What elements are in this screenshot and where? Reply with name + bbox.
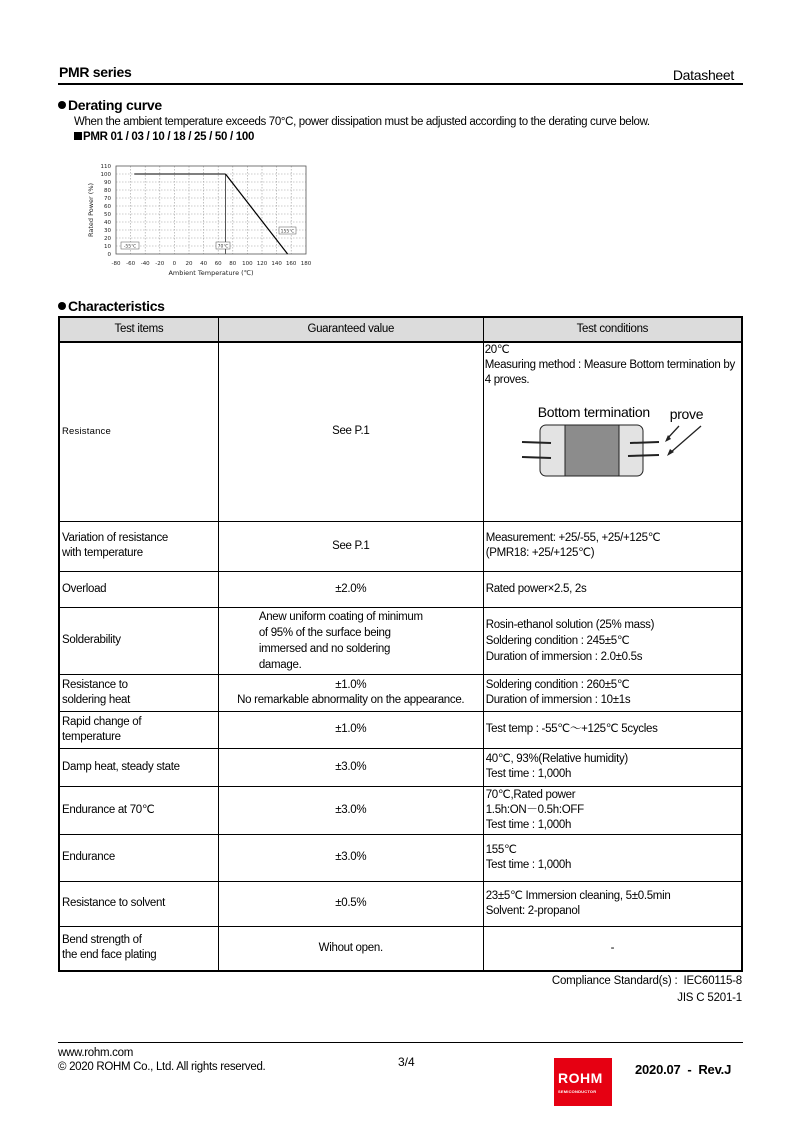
svg-text:100: 100 <box>100 172 111 178</box>
resistor-chip-icon <box>484 388 739 508</box>
guaranteed-value: ±1.0% <box>218 711 483 748</box>
test-item: Endurance at 70℃ <box>59 786 218 834</box>
square-bullet-icon <box>74 132 82 140</box>
guaranteed-value: ±1.0% No remarkable abnormality on the appearance. <box>218 674 483 711</box>
svg-text:80: 80 <box>229 261 237 267</box>
derating-title: Derating curve <box>68 97 162 113</box>
test-item: Resistance <box>59 342 218 521</box>
svg-text:-80: -80 <box>111 261 121 267</box>
guaranteed-value: See P.1 <box>218 342 483 521</box>
table-row <box>59 748 742 786</box>
guaranteed-value: ±3.0% <box>218 786 483 834</box>
test-conditions: Measurement: +25/-55, +25/+125℃ (PMR18: +25/+125℃) <box>483 521 742 571</box>
probe-label: prove <box>669 406 704 422</box>
table-row <box>59 607 742 674</box>
condition-line: 20℃ <box>484 344 510 356</box>
table-row <box>59 711 742 748</box>
compliance-standards <box>552 973 742 1007</box>
test-conditions: - <box>483 926 742 971</box>
doc-type-label: Datasheet <box>672 67 734 83</box>
model-list <box>74 131 254 143</box>
svg-text:70℃: 70℃ <box>217 244 229 250</box>
test-item: Overload <box>59 571 218 607</box>
bottom-termination-diagram <box>484 388 741 508</box>
svg-text:80: 80 <box>104 188 111 194</box>
series-title: PMR series <box>59 64 132 80</box>
characteristics-table <box>58 316 743 972</box>
column-header: Test conditions <box>483 317 742 342</box>
test-conditions: Test temp : -55℃～+125℃ 5cycles <box>483 711 742 748</box>
table-row <box>59 881 742 926</box>
test-conditions: 23±5℃ Immersion cleaning, 5±0.5min Solvent: 2-propanol <box>483 881 742 926</box>
svg-text:110: 110 <box>100 164 111 170</box>
guaranteed-value: ±3.0% <box>218 748 483 786</box>
diagram-label: Bottom termination <box>537 404 650 420</box>
test-conditions <box>483 342 742 521</box>
svg-text:0: 0 <box>107 252 111 258</box>
footer-left <box>58 1046 265 1074</box>
guaranteed-value: Anew uniform coating of minimum of 95% of the surface being immersed and no soldering damage. <box>218 607 483 674</box>
revision: 2020.07 - Rev.J <box>635 1062 732 1077</box>
test-conditions: 155℃ Test time : 1,000h <box>483 834 742 881</box>
svg-text:140: 140 <box>271 261 282 267</box>
svg-text:-55℃: -55℃ <box>123 244 137 250</box>
condition-line: Measuring method : Measure Bottom termination by 4 proves. <box>484 359 735 386</box>
svg-text:30: 30 <box>104 228 111 234</box>
svg-text:70: 70 <box>104 196 111 202</box>
test-item: Damp heat, steady state <box>59 748 218 786</box>
characteristics-title: Characteristics <box>68 298 165 314</box>
guaranteed-value: Wihout open. <box>218 926 483 971</box>
derating-heading <box>58 97 162 113</box>
test-item: Rapid change of temperature <box>59 711 218 748</box>
table-row <box>59 571 742 607</box>
logo-subtext: SEMICONDUCTOR <box>558 1089 597 1094</box>
svg-text:-60: -60 <box>126 261 136 267</box>
test-item: Endurance <box>59 834 218 881</box>
website-link[interactable]: www.rohm.com <box>58 1047 133 1059</box>
test-conditions: Rated power×2.5, 2s <box>483 571 742 607</box>
table-row <box>59 674 742 711</box>
footer-divider <box>58 1042 743 1043</box>
svg-text:0: 0 <box>172 261 177 267</box>
svg-text:20: 20 <box>185 261 193 267</box>
svg-text:60: 60 <box>104 204 111 210</box>
svg-text:40: 40 <box>104 220 111 226</box>
test-item: Resistance to solvent <box>59 881 218 926</box>
test-item: Bend strength of the end face plating <box>59 926 218 971</box>
characteristics-heading <box>58 298 165 314</box>
table-row <box>59 834 742 881</box>
bullet-icon <box>58 302 66 310</box>
test-item: Solderability <box>59 607 218 674</box>
table-row <box>59 786 742 834</box>
test-conditions: 70℃,Rated power 1.5h:ON－0.5h:OFF Test time : 1,000h <box>483 786 742 834</box>
test-conditions: Soldering condition : 260±5℃ Duration of immersion : 10±1s <box>483 674 742 711</box>
page-number: 3/4 <box>398 1055 415 1069</box>
x-axis-label: Ambient Temperature (℃) <box>168 269 254 277</box>
table-header-row <box>59 317 742 342</box>
standard-jis: JIS C 5201-1 <box>677 992 742 1004</box>
test-conditions: Rosin-ethanol solution (25% mass) Soldering condition : 245±5℃ Duration of immersion : 2.0±0.5s <box>483 607 742 674</box>
guaranteed-value: ±3.0% <box>218 834 483 881</box>
test-conditions: 40℃, 93%(Relative humidity) Test time : 1,000h <box>483 748 742 786</box>
svg-text:10: 10 <box>104 244 111 250</box>
svg-text:60: 60 <box>214 261 222 267</box>
table-row <box>59 521 742 571</box>
table-row <box>59 342 742 521</box>
test-item: Variation of resistance with temperature <box>59 521 218 571</box>
svg-text:160: 160 <box>285 261 297 267</box>
rohm-logo <box>554 1058 612 1106</box>
svg-text:155℃: 155℃ <box>280 229 295 235</box>
guaranteed-value: ±2.0% <box>218 571 483 607</box>
svg-text:100: 100 <box>242 261 253 267</box>
svg-text:50: 50 <box>104 212 111 218</box>
column-header: Guaranteed value <box>218 317 483 342</box>
model-list-text: PMR 01 / 03 / 10 / 18 / 25 / 50 / 100 <box>83 131 255 143</box>
svg-text:20: 20 <box>104 236 111 242</box>
y-axis-label: Rated Power (%) <box>87 182 95 238</box>
svg-text:-40: -40 <box>140 261 150 267</box>
table-row <box>59 926 742 971</box>
guaranteed-value: See P.1 <box>218 521 483 571</box>
svg-text:-20: -20 <box>155 261 165 267</box>
x-axis-ticks <box>112 261 312 267</box>
svg-text:40: 40 <box>200 261 208 267</box>
y-axis-ticks <box>101 164 112 258</box>
copyright: © 2020 ROHM Co., Ltd. All rights reserved. <box>58 1061 266 1073</box>
logo-text: ROHM <box>558 1070 603 1086</box>
compliance-label: Compliance Standard(s) : <box>551 975 678 987</box>
column-header: Test items <box>59 317 218 342</box>
bullet-icon <box>58 101 66 109</box>
derating-chart <box>80 158 320 283</box>
svg-text:180: 180 <box>300 261 312 267</box>
header-divider <box>58 83 743 85</box>
svg-text:90: 90 <box>104 180 111 186</box>
svg-text:120: 120 <box>256 261 268 267</box>
test-item: Resistance to soldering heat <box>59 674 218 711</box>
standard-iec: IEC60115-8 <box>683 975 742 987</box>
derating-description: When the ambient temperature exceeds 70°C, power dissipation must be adjusted according to the derating curve below. <box>74 116 650 128</box>
guaranteed-value: ±0.5% <box>218 881 483 926</box>
